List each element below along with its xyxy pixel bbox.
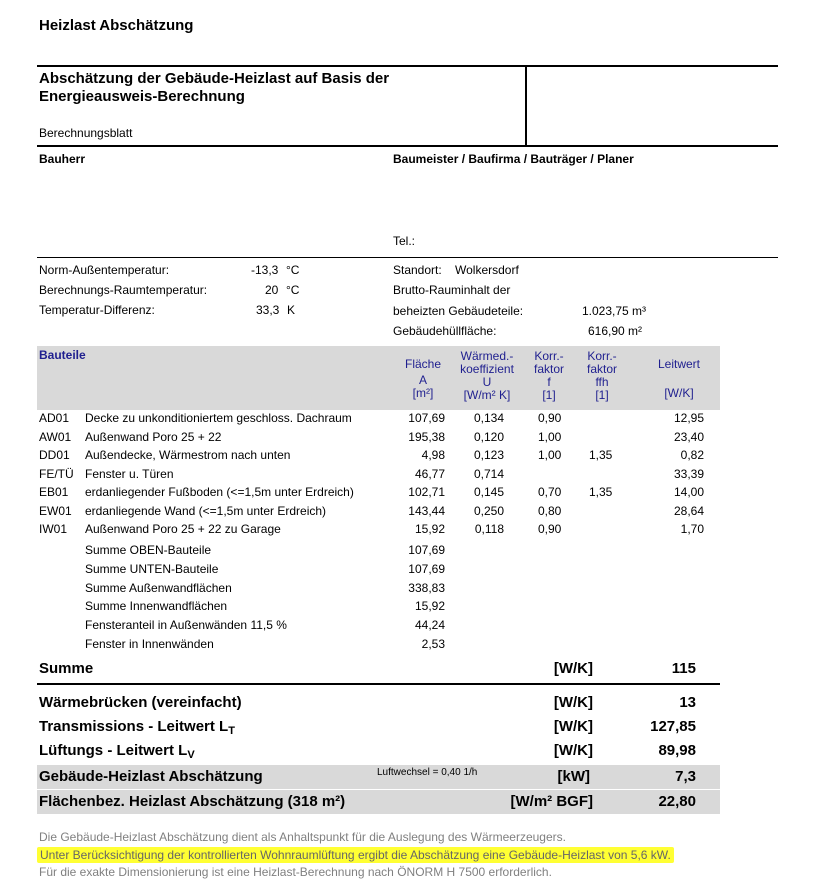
transmission-row bbox=[37, 715, 720, 739]
cell-f: 0,70 bbox=[538, 485, 562, 499]
cell-desc: Außenwand Poro 25 + 22 zu Garage bbox=[85, 522, 281, 536]
ventilation-unit: [W/K] bbox=[553, 742, 593, 759]
divider-vertical bbox=[525, 65, 527, 147]
table-row bbox=[0, 504, 817, 522]
outdoor-temp-value: -13,3 bbox=[251, 263, 279, 277]
cell-lw: 12,95 bbox=[673, 411, 704, 425]
main-heading-line-2: Energieausweis-Berechnung bbox=[39, 88, 245, 105]
sheet-label: Berechnungsblatt bbox=[39, 126, 133, 140]
page-title: Heizlast Abschätzung bbox=[39, 17, 194, 34]
table-header-ffh: Korr.- faktor ffh [1] bbox=[586, 349, 617, 402]
cell-ffh: 1,35 bbox=[589, 485, 613, 499]
builder-label: Baumeister / Baufirma / Bauträger / Planer bbox=[393, 152, 634, 166]
cell-lw: 0,82 bbox=[680, 448, 704, 462]
table-row bbox=[0, 411, 817, 429]
area-heating-load-row bbox=[37, 790, 720, 814]
table-row bbox=[0, 522, 817, 540]
subtotal-row bbox=[0, 599, 817, 618]
divider-parties bbox=[37, 257, 778, 258]
cell-code: AD01 bbox=[39, 411, 70, 425]
cell-code: DD01 bbox=[39, 448, 70, 462]
table-row bbox=[0, 467, 817, 485]
cell-ffh: 1,35 bbox=[589, 448, 613, 462]
footer-note-3: Für die exakte Dimensionierung ist eine Heizlast-Berechnung nach ÖNORM H 7500 erforderlich. bbox=[39, 865, 552, 879]
heating-load-label: Gebäude-Heizlast Abschätzung bbox=[39, 768, 263, 785]
outdoor-temp-unit: °C bbox=[286, 263, 300, 277]
divider-top bbox=[37, 65, 778, 67]
cell-desc: Decke zu unkonditioniertem geschloss. Dachraum bbox=[85, 411, 352, 425]
cell-u: 0,134 bbox=[473, 411, 504, 425]
subtotal-label: Summe Außenwandflächen bbox=[85, 580, 232, 595]
ventilation-value: 89,98 bbox=[658, 742, 696, 759]
main-heading bbox=[39, 70, 389, 106]
cell-code: EW01 bbox=[39, 503, 72, 518]
subtotal-label: Fenster in Innenwänden bbox=[85, 637, 214, 651]
table-row bbox=[0, 448, 817, 466]
area-heating-load-value: 22,80 bbox=[658, 793, 696, 810]
envelope-label: Gebäudehüllfläche: bbox=[393, 324, 497, 338]
cell-area: 143,44 bbox=[408, 503, 445, 518]
area-heating-load-label: Flächenbez. Heizlast Abschätzung (318 m²) bbox=[39, 793, 346, 810]
cell-area: 107,69 bbox=[408, 411, 445, 425]
subtotal-row bbox=[0, 543, 817, 562]
subtotal-row bbox=[0, 637, 817, 656]
heating-load-value: 7,3 bbox=[675, 768, 696, 785]
divider-heading-bottom bbox=[37, 145, 778, 147]
cell-area: 46,77 bbox=[414, 466, 445, 481]
cell-lw: 14,00 bbox=[673, 485, 704, 499]
room-temp-unit: °C bbox=[286, 283, 300, 297]
footer-note-highlighted: Unter Berücksichtigung der kontrollierten Wohnraumlüftung ergibt die Abschätzung eine Gebäude-Heizlast von 5,6 kW. bbox=[37, 847, 674, 863]
volume-value: 1.023,75 m³ bbox=[582, 304, 647, 318]
heating-load-row bbox=[37, 765, 720, 789]
footer-note-1: Die Gebäude-Heizlast Abschätzung dient als Anhaltspunkt für die Auslegung des Wärmeerzeugers. bbox=[39, 830, 566, 844]
location-value: Wolkersdorf bbox=[455, 263, 519, 277]
cell-f: 0,90 bbox=[538, 411, 562, 425]
area-heating-load-unit: [W/m² BGF] bbox=[510, 793, 593, 810]
room-temp-value: 20 bbox=[265, 283, 279, 297]
cell-u: 0,123 bbox=[473, 448, 504, 462]
summary-sum-row bbox=[37, 657, 720, 681]
subtotal-value: 107,69 bbox=[408, 561, 445, 576]
cell-area: 15,92 bbox=[414, 522, 445, 536]
subtotal-row bbox=[0, 581, 817, 600]
room-temp-label: Berechnungs-Raumtemperatur: bbox=[39, 283, 208, 297]
cell-u: 0,250 bbox=[473, 503, 504, 518]
cell-f: 1,00 bbox=[538, 448, 562, 462]
air-change-note: Luftwechsel = 0,40 1/h bbox=[377, 767, 478, 778]
cell-code: FE/TÜ bbox=[39, 466, 74, 481]
owner-label: Bauherr bbox=[39, 152, 86, 166]
location-label: Standort: bbox=[393, 263, 442, 277]
cell-code: AW01 bbox=[39, 429, 72, 444]
cell-f: 0,80 bbox=[538, 503, 562, 518]
thermal-bridge-value: 13 bbox=[679, 694, 696, 711]
summary-sum-unit: [W/K] bbox=[553, 660, 593, 677]
table-header-u: Wärmed.- koeffizient U [W/m² K] bbox=[460, 349, 514, 402]
thermal-bridge-label: Wärmebrücken (vereinfacht) bbox=[39, 694, 242, 711]
subtotal-row bbox=[0, 618, 817, 637]
cell-desc: erdanliegende Wand (<=1,5m unter Erdreich) bbox=[85, 503, 327, 518]
volume-label-1: Brutto-Rauminhalt der bbox=[393, 283, 511, 297]
cell-desc: Außenwand Poro 25 + 22 bbox=[85, 429, 222, 444]
cell-lw: 1,70 bbox=[680, 522, 704, 536]
subtotal-value: 338,83 bbox=[408, 580, 445, 595]
divider-summary bbox=[37, 683, 720, 685]
subtotal-value: 44,24 bbox=[414, 618, 445, 633]
table-header-area: Fläche A [m²] bbox=[404, 357, 442, 400]
cell-f: 0,90 bbox=[538, 522, 562, 536]
subtotal-label: Fensteranteil in Außenwänden 11,5 % bbox=[85, 618, 287, 633]
tel-label: Tel.: bbox=[393, 234, 416, 248]
cell-lw: 33,39 bbox=[673, 466, 704, 481]
cell-desc: erdanliegender Fußboden (<=1,5m unter Erdreich) bbox=[85, 485, 354, 499]
summary-sum-value: 115 bbox=[671, 660, 696, 677]
cell-area: 4,98 bbox=[421, 448, 445, 462]
ventilation-label: Lüftungs - Leitwert $L_V$ bbox=[39, 742, 195, 761]
temp-diff-label: Temperatur-Differenz: bbox=[39, 303, 155, 317]
envelope-value: 616,90 m² bbox=[588, 324, 643, 338]
subtotal-value: 107,69 bbox=[408, 543, 445, 557]
temp-diff-unit: K bbox=[287, 303, 296, 317]
cell-area: 195,38 bbox=[408, 429, 445, 444]
ventilation-row bbox=[37, 739, 720, 763]
cell-code: IW01 bbox=[39, 522, 68, 536]
cell-f: 1,00 bbox=[538, 429, 562, 444]
cell-desc: Außendecke, Wärmestrom nach unten bbox=[85, 448, 291, 462]
transmission-value: 127,85 bbox=[650, 718, 696, 735]
temp-diff-value: 33,3 bbox=[256, 303, 280, 317]
transmission-unit: [W/K] bbox=[553, 718, 593, 735]
thermal-bridge-row bbox=[37, 691, 720, 715]
transmission-label: Transmissions - Leitwert $L_T$ bbox=[39, 718, 235, 737]
subtotal-value: 2,53 bbox=[421, 637, 445, 651]
table-header-leitwert: Leitwert [W/K] bbox=[657, 357, 701, 400]
subtotal-label: Summe OBEN-Bauteile bbox=[85, 543, 212, 557]
cell-u: 0,120 bbox=[473, 429, 504, 444]
table-header-f: Korr.- faktor f [1] bbox=[533, 349, 564, 402]
heating-load-unit: [kW] bbox=[557, 768, 590, 785]
table-header-parts: Bauteile bbox=[39, 348, 86, 362]
table-row bbox=[0, 430, 817, 448]
cell-area: 102,71 bbox=[408, 485, 445, 499]
cell-u: 0,118 bbox=[474, 522, 504, 536]
cell-desc: Fenster u. Türen bbox=[85, 466, 174, 481]
subtotal-value: 15,92 bbox=[414, 599, 445, 614]
cell-lw: 28,64 bbox=[673, 503, 704, 518]
cell-lw: 23,40 bbox=[673, 429, 704, 444]
summary-sum-label: Summe bbox=[39, 660, 94, 677]
subtotal-row bbox=[0, 562, 817, 581]
subtotal-label: Summe Innenwandflächen bbox=[85, 599, 228, 614]
cell-u: 0,145 bbox=[473, 485, 504, 499]
cell-code: EB01 bbox=[39, 485, 69, 499]
thermal-bridge-unit: [W/K] bbox=[553, 694, 593, 711]
volume-label-2: beheizten Gebäudeteile: bbox=[393, 304, 524, 318]
cell-u: 0,714 bbox=[473, 466, 504, 481]
main-heading-line-1: Abschätzung der Gebäude-Heizlast auf Basis der bbox=[39, 70, 390, 87]
subtotal-label: Summe UNTEN-Bauteile bbox=[85, 561, 219, 576]
table-row bbox=[0, 485, 817, 503]
outdoor-temp-label: Norm-Außentemperatur: bbox=[39, 263, 170, 277]
